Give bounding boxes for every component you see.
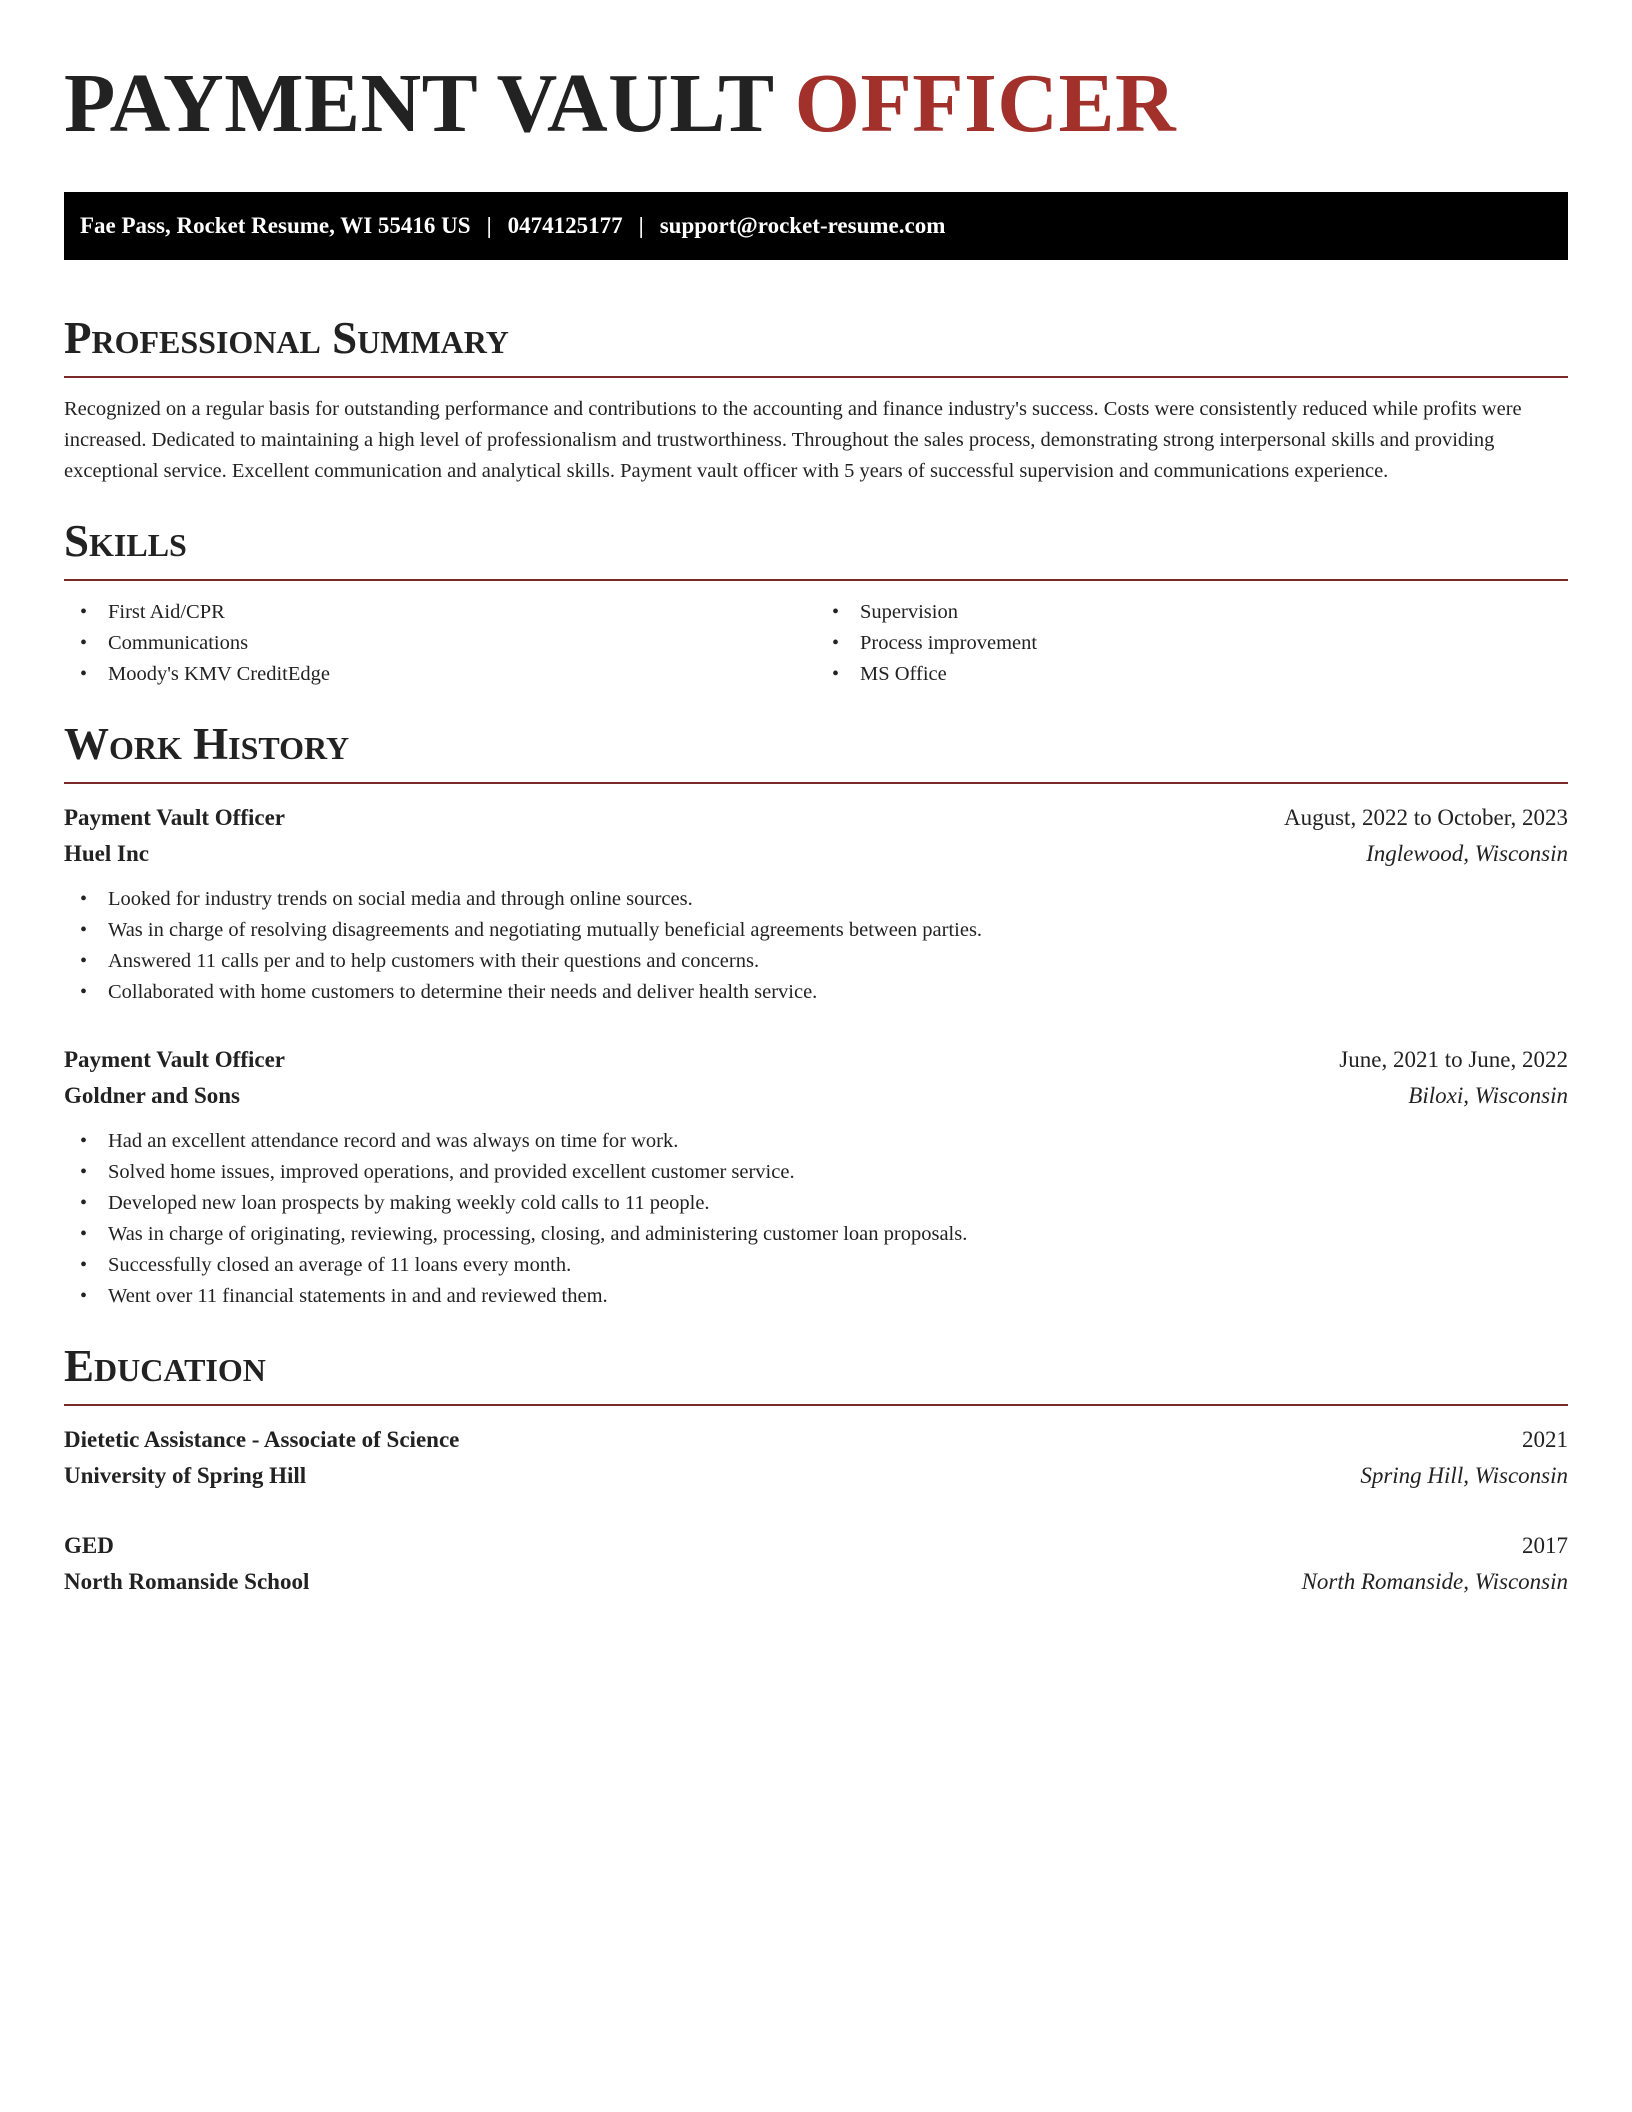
page-title <box>64 48 1568 160</box>
education-location: Spring Hill, Wisconsin <box>1360 1463 1568 1488</box>
summary-section <box>64 310 1568 487</box>
job-location: Biloxi, Wisconsin <box>1408 1083 1568 1108</box>
education-degree: Dietetic Assistance - Associate of Science <box>64 1427 460 1452</box>
job-bullet: • Successfully closed an average of 11 loans every month. <box>64 1250 1568 1281</box>
education-school: North Romanside School <box>64 1569 310 1594</box>
education-header-row <box>64 1528 1568 1564</box>
skills-column-left <box>64 597 816 690</box>
education-degree: GED <box>64 1533 114 1558</box>
work-history-section <box>64 716 1568 1312</box>
section-divider <box>64 579 1568 581</box>
education-location: North Romanside, Wisconsin <box>1301 1569 1568 1594</box>
skill-item: • Moody's KMV CreditEdge <box>64 659 816 690</box>
job-entry <box>64 800 1568 1008</box>
title-accent: OFFICER <box>794 57 1177 150</box>
section-divider <box>64 1404 1568 1406</box>
job-bullet: • Collaborated with home customers to determine their needs and deliver health service. <box>64 977 1568 1008</box>
contact-email: support@rocket-resume.com <box>659 213 946 238</box>
contact-address: Fae Pass, Rocket Resume, WI 55416 US <box>80 213 471 238</box>
education-section <box>64 1338 1568 1600</box>
job-bullet: • Solved home issues, improved operations, and provided excellent customer service. <box>64 1157 1568 1188</box>
contact-separator: | <box>486 213 492 238</box>
section-title-education: Education <box>64 1341 266 1391</box>
skill-item: • Communications <box>64 628 816 659</box>
education-school-row <box>64 1564 1568 1600</box>
education-school: University of Spring Hill <box>64 1463 307 1488</box>
skills-column-right <box>816 597 1568 690</box>
job-bullet: • Developed new loan prospects by making weekly cold calls to 11 people. <box>64 1188 1568 1219</box>
section-title-work: Work History <box>64 719 350 769</box>
section-divider <box>64 376 1568 378</box>
title-main: PAYMENT VAULT <box>64 57 774 150</box>
skill-item: • MS Office <box>816 659 1568 690</box>
skills-section <box>64 513 1568 690</box>
contact-phone: 0474125177 <box>507 213 623 238</box>
education-entry <box>64 1528 1568 1600</box>
education-year: 2017 <box>1522 1533 1568 1558</box>
job-bullet: • Was in charge of originating, reviewing, processing, closing, and administering customer loan proposals. <box>64 1219 1568 1250</box>
job-role: Payment Vault Officer <box>64 805 286 830</box>
job-header-row <box>64 1042 1568 1078</box>
contact-separator: | <box>638 213 644 238</box>
job-dates: August, 2022 to October, 2023 <box>1284 805 1568 830</box>
education-year: 2021 <box>1522 1427 1568 1452</box>
section-title-summary: Professional Summary <box>64 313 509 363</box>
job-entry <box>64 1042 1568 1312</box>
job-company: Goldner and Sons <box>64 1083 240 1108</box>
job-dates: June, 2021 to June, 2022 <box>1339 1047 1568 1072</box>
contact-bar <box>64 192 1568 260</box>
job-bullet: • Had an excellent attendance record and was always on time for work. <box>64 1126 1568 1157</box>
section-divider <box>64 782 1568 784</box>
education-school-row <box>64 1458 1568 1494</box>
job-header-row <box>64 800 1568 836</box>
job-location: Inglewood, Wisconsin <box>1366 841 1568 866</box>
section-title-skills: Skills <box>64 516 187 566</box>
summary-text: Recognized on a regular basis for outstanding performance and contributions to the accounting and finance industry's success. Costs were consistently reduced while profits were increased. Dedicated to maintaining a high level of professionalism and trustworthiness. Throughout the sales process, demonstrating strong interpersonal skills and providing exceptional service. Excellent communication and analytical skills. Payment vault officer with 5 years of successful supervision and communications experience. <box>64 398 1522 482</box>
skills-grid <box>64 597 1568 690</box>
job-bullet: • Was in charge of resolving disagreements and negotiating mutually beneficial agreements between parties. <box>64 915 1568 946</box>
skill-item: • First Aid/CPR <box>64 597 816 628</box>
job-company-row <box>64 836 1568 872</box>
education-entry <box>64 1422 1568 1494</box>
job-bullet: • Went over 11 financial statements in and and reviewed them. <box>64 1281 1568 1312</box>
skill-item: • Process improvement <box>816 628 1568 659</box>
job-bullets <box>64 884 1568 1008</box>
job-company-row <box>64 1078 1568 1114</box>
skill-item: • Supervision <box>816 597 1568 628</box>
job-bullet: • Answered 11 calls per and to help customers with their questions and concerns. <box>64 946 1568 977</box>
job-company: Huel Inc <box>64 841 149 866</box>
job-bullet: • Looked for industry trends on social media and through online sources. <box>64 884 1568 915</box>
job-bullets <box>64 1126 1568 1312</box>
job-role: Payment Vault Officer <box>64 1047 286 1072</box>
education-header-row <box>64 1422 1568 1458</box>
